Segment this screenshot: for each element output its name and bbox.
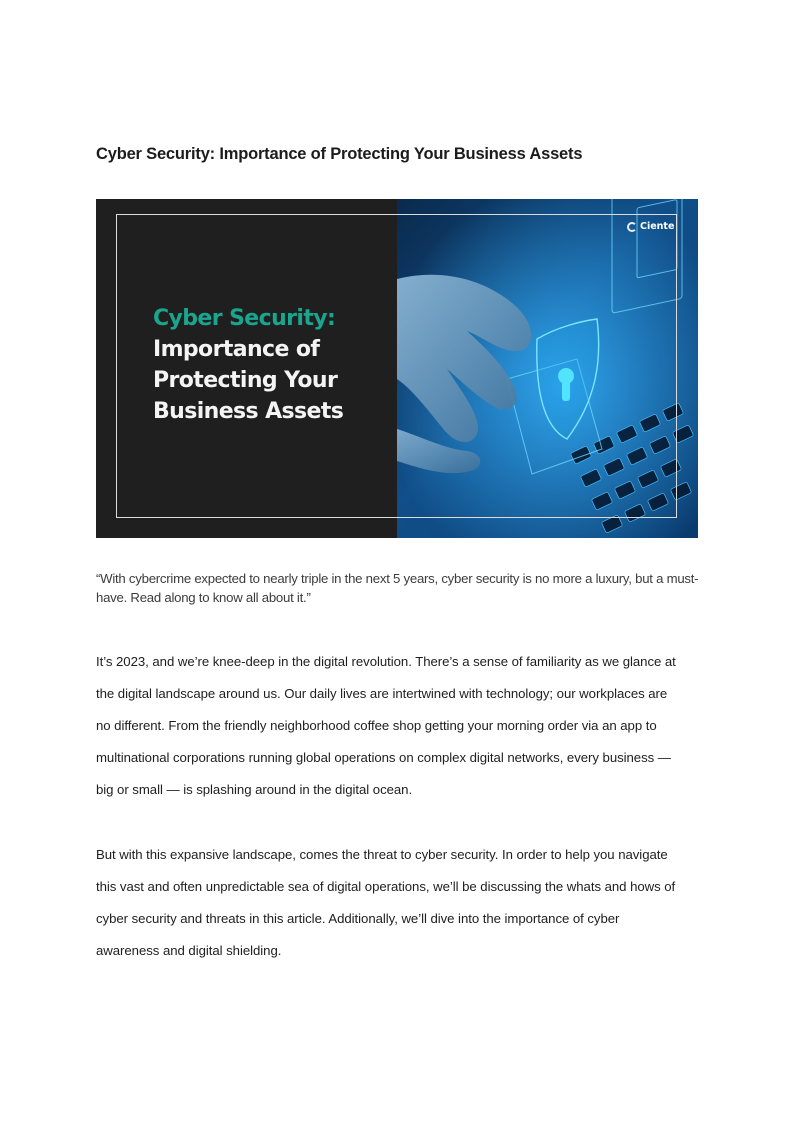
logo-mark-icon: [627, 222, 637, 232]
paragraph-intro: [96, 646, 701, 806]
paragraph-line: this vast and often unpredictable sea of digital operations, we’ll be discussing the whats and hows of: [96, 879, 676, 895]
logo-text: Ciente: [640, 221, 675, 232]
hero-headline-line: Protecting Your: [153, 368, 338, 393]
paragraph-line: But with this expansive landscape, comes the threat to cyber security. In order to help you navigate: [96, 847, 668, 862]
paragraph-line: awareness and digital shielding.: [96, 943, 282, 959]
paragraph-line: multinational corporations running global operations on complex digital networks, every business —: [96, 750, 671, 766]
paragraph-line: the digital landscape around us. Our daily lives are intertwined with technology; our workplaces are: [96, 686, 668, 702]
hero-image: [96, 199, 698, 538]
article-title: Cyber Security: Importance of Protecting Your Business Assets: [96, 145, 583, 163]
pull-quote: “With cybercrime expected to nearly triple in the next 5 years, cyber security is no more a luxury, but a must-have. Read along to know all about it.”: [96, 571, 699, 605]
paragraph-line: no different. From the friendly neighborhood coffee shop getting your morning order via an app to: [96, 718, 657, 734]
ciente-logo: [627, 221, 674, 232]
paragraph-threat: [96, 839, 701, 967]
hero-headline-line: Importance of: [153, 337, 320, 362]
hero-headline-line: Business Assets: [153, 399, 344, 424]
paragraph-line: cyber security and threats in this article. Additionally, we’ll dive into the importance of cyber: [96, 911, 620, 927]
hero-headline-accent: Cyber Security:: [153, 306, 336, 331]
paragraph-line: It’s 2023, and we’re knee-deep in the digital revolution. There’s a sense of familiarity as we glance at: [96, 654, 676, 669]
hero-headline: [153, 303, 393, 427]
paragraph-line: big or small — is splashing around in the digital ocean.: [96, 782, 413, 798]
